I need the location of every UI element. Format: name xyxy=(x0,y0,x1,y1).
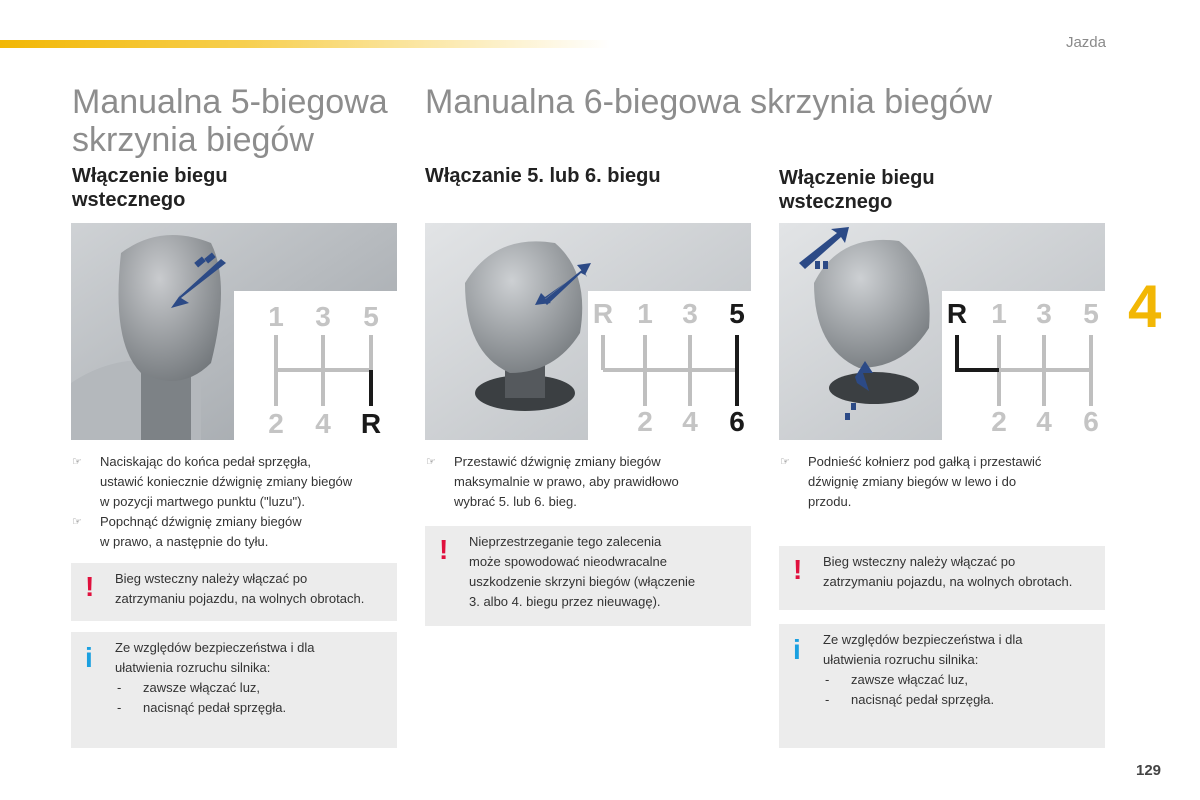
warning-line: Bieg wsteczny należy włączać po xyxy=(823,554,1016,569)
list-item xyxy=(115,678,389,698)
info-box xyxy=(779,624,1105,748)
pointing-hand-icon: ☞ xyxy=(426,456,436,468)
warning-line: zatrzymaniu pojazdu, na wolnych obrotach. xyxy=(115,591,365,606)
info-icon: i xyxy=(793,634,801,665)
list-item xyxy=(823,690,1097,710)
gear-label-5: 5 xyxy=(1083,298,1099,329)
warning-box xyxy=(779,546,1105,610)
title-5-speed-line1: Manualna 5-biegowa xyxy=(72,83,388,121)
col2-instructions xyxy=(426,452,756,512)
warning-text xyxy=(823,552,1097,592)
gear-label-reverse: R xyxy=(592,298,614,329)
gear-label-1: 1 xyxy=(637,298,653,329)
list-item xyxy=(72,512,402,552)
gear-knob-photo-6speed-5-6 xyxy=(425,223,751,440)
dash-bullet: - xyxy=(825,672,830,687)
warning-box xyxy=(425,526,751,626)
gear-knob-shape xyxy=(119,235,222,381)
gear-label-4: 4 xyxy=(682,406,698,437)
gear-label-3: 3 xyxy=(682,298,698,329)
gear-label-6: 6 xyxy=(1083,406,1099,437)
gear-label-5: 5 xyxy=(729,298,745,329)
instruction-line: maksymalnie w prawo, aby prawidłowo xyxy=(454,474,679,489)
col3-subtitle-line2: wstecznego xyxy=(779,191,893,213)
gear-label-1: 1 xyxy=(991,298,1007,329)
list-item xyxy=(72,452,402,512)
info-line: ułatwienia rozruchu silnika: xyxy=(823,652,979,667)
chapter-number: 4 xyxy=(1128,273,1162,340)
instruction-line: Podnieść kołnierz pod gałką i przestawić xyxy=(808,454,1042,469)
info-box xyxy=(71,632,397,748)
gear-label-reverse: R xyxy=(360,408,382,439)
warning-line: zatrzymaniu pojazdu, na wolnych obrotach. xyxy=(823,574,1073,589)
info-item: zawsze włączać luz, xyxy=(851,672,969,687)
info-line: Ze względów bezpieczeństwa i dla xyxy=(823,632,1023,647)
instruction-line: Popchnąć dźwignię zmiany biegów xyxy=(100,514,302,529)
gear-label-2: 2 xyxy=(268,408,284,439)
col1-subtitle-line1: Włączenie biegu xyxy=(72,165,228,187)
pointing-hand-icon: ☞ xyxy=(72,516,82,528)
col1-subtitle xyxy=(72,164,228,212)
gear-knob-photo-5speed-reverse xyxy=(71,223,397,440)
info-icon: i xyxy=(85,642,93,673)
col3-subtitle xyxy=(779,166,935,214)
dash-bullet: - xyxy=(117,680,122,695)
title-5-speed-line2: skrzynia biegów xyxy=(72,121,314,159)
section-label: Jazda xyxy=(1065,34,1106,51)
gear-label-3: 3 xyxy=(315,301,331,332)
title-5-speed xyxy=(72,83,388,159)
list-item xyxy=(115,698,389,718)
instruction-line: dźwignię zmiany biegów w lewo i do xyxy=(808,474,1017,489)
list-item xyxy=(780,452,1110,512)
info-line: Ze względów bezpieczeństwa i dla xyxy=(115,640,315,655)
col1-subtitle-line2: wstecznego xyxy=(72,189,186,211)
pointing-hand-icon: ☞ xyxy=(72,456,82,468)
info-item: nacisnąć pedał sprzęgła. xyxy=(851,692,995,707)
info-item: nacisnąć pedał sprzęgła. xyxy=(143,700,287,715)
warning-icon: ! xyxy=(793,554,803,585)
gear-label-2: 2 xyxy=(637,406,653,437)
instruction-line: ustawić koniecznie dźwignię zmiany biegów xyxy=(100,474,353,489)
page-number: 129 xyxy=(1136,762,1162,779)
warning-line: Bieg wsteczny należy włączać po xyxy=(115,571,308,586)
gear-label-1: 1 xyxy=(268,301,284,332)
gear-label-2: 2 xyxy=(991,406,1007,437)
warning-box xyxy=(71,563,397,621)
dash-bullet: - xyxy=(825,692,830,707)
col3-instructions xyxy=(780,452,1110,512)
col1-instructions xyxy=(72,452,402,552)
title-6-speed: Manualna 6-biegowa skrzynia biegów xyxy=(425,83,992,121)
info-item: zawsze włączać luz, xyxy=(143,680,261,695)
instruction-line: w pozycji martwego punktu ("luzu"). xyxy=(100,494,306,509)
gear-knob-photo-6speed-reverse xyxy=(779,223,1105,440)
info-line: ułatwienia rozruchu silnika: xyxy=(115,660,271,675)
warning-line: uszkodzenie skrzyni biegów (włączenie xyxy=(469,574,696,589)
instruction-line: w prawo, a następnie do tyłu. xyxy=(100,534,269,549)
info-text xyxy=(115,638,389,718)
warning-line: może spowodować nieodwracalne xyxy=(469,554,668,569)
gear-label-reverse: R xyxy=(946,298,968,329)
gear-label-4: 4 xyxy=(315,408,331,439)
info-text xyxy=(823,630,1097,710)
instruction-line: Przestawić dźwignię zmiany biegów xyxy=(454,454,661,469)
instruction-line: Naciskając do końca pedał sprzęgła, xyxy=(100,454,312,469)
warning-text xyxy=(469,532,743,612)
pointing-hand-icon: ☞ xyxy=(780,456,790,468)
col3-subtitle-line1: Włączenie biegu xyxy=(779,167,935,189)
gear-label-6: 6 xyxy=(729,406,745,437)
gear-label-4: 4 xyxy=(1036,406,1052,437)
instruction-line: przodu. xyxy=(808,494,852,509)
list-item xyxy=(823,670,1097,690)
warning-text xyxy=(115,569,389,609)
instruction-line: wybrać 5. lub 6. bieg. xyxy=(454,494,577,509)
gear-label-5: 5 xyxy=(363,301,379,332)
col2-subtitle: Włączanie 5. lub 6. biegu xyxy=(425,165,661,187)
warning-line: 3. albo 4. biegu przez nieuwagę). xyxy=(469,594,661,609)
warning-line: Nieprzestrzeganie tego zalecenia xyxy=(469,534,662,549)
dash-bullet: - xyxy=(117,700,122,715)
gear-label-3: 3 xyxy=(1036,298,1052,329)
warning-icon: ! xyxy=(439,534,449,565)
warning-icon: ! xyxy=(85,571,95,602)
list-item xyxy=(426,452,756,512)
header-accent-bar xyxy=(0,40,610,48)
